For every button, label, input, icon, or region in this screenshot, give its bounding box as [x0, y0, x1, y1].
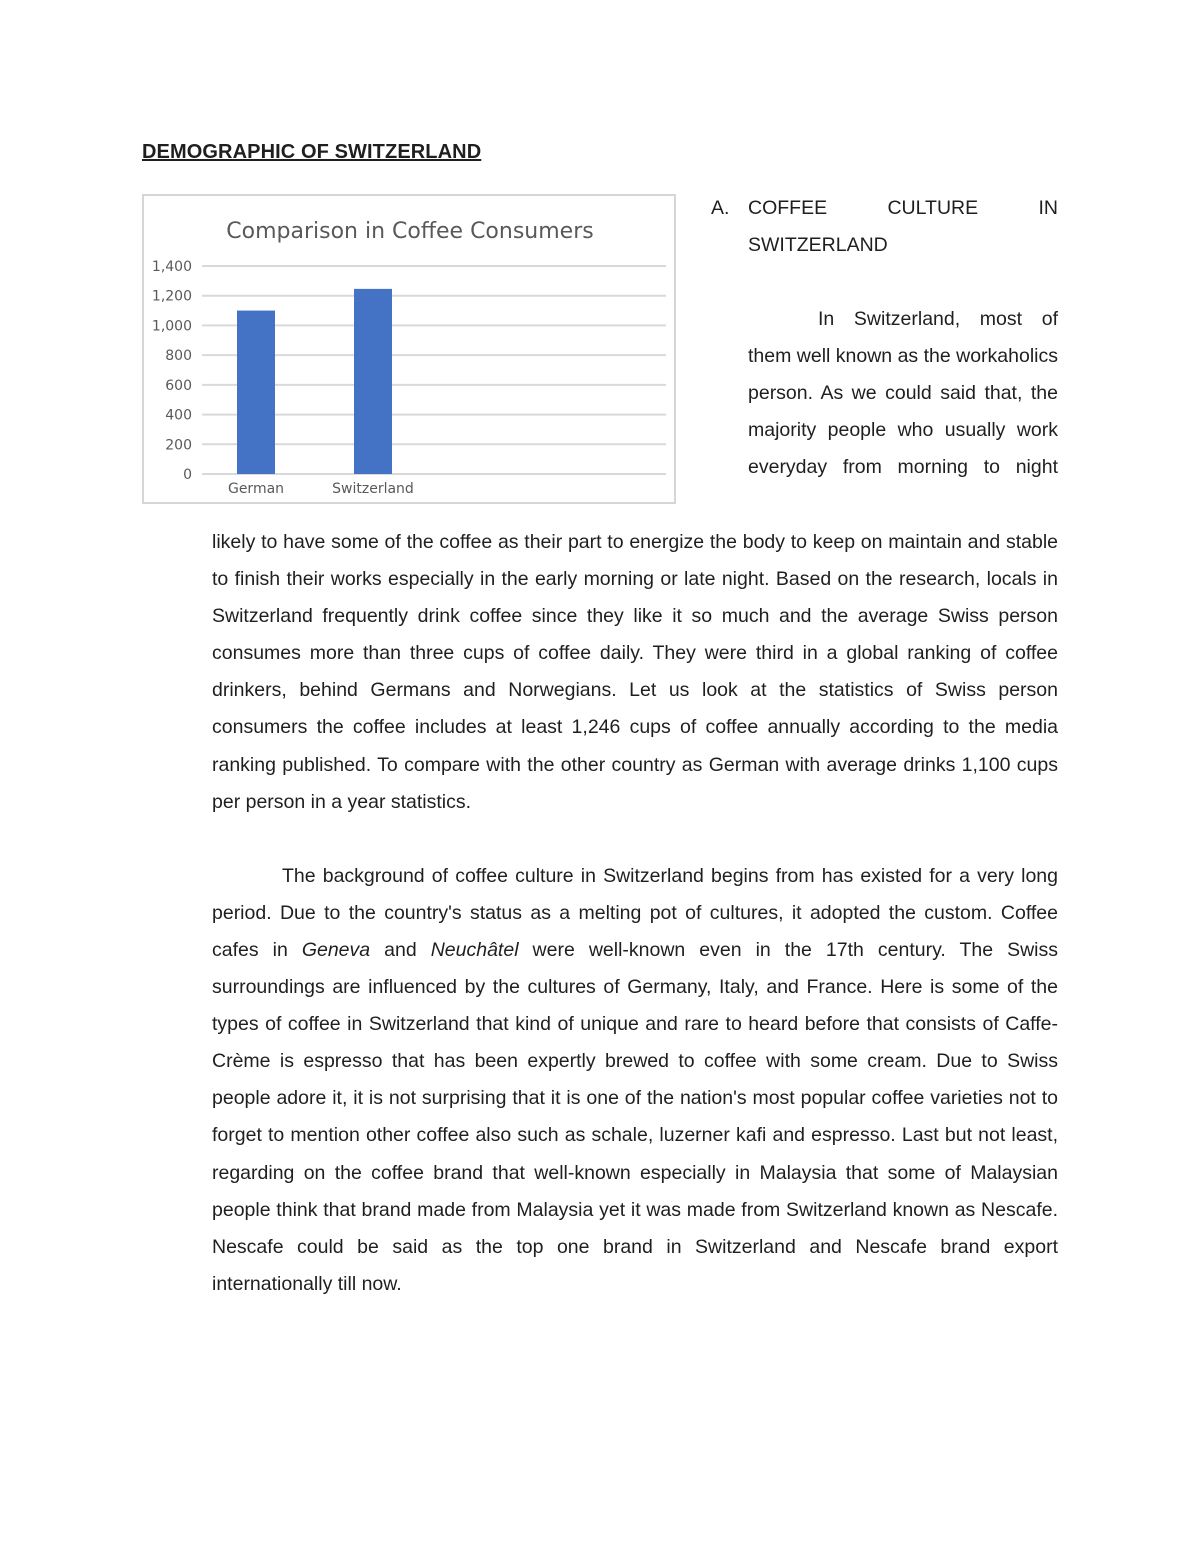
- x-tick-label: Switzerland: [332, 481, 414, 497]
- paragraph2: [212, 858, 1058, 1303]
- coffee-consumers-chart: [142, 194, 676, 504]
- x-tick-label: German: [227, 481, 285, 497]
- paragraph2-part2: and: [370, 938, 431, 961]
- bar-german: [237, 311, 275, 474]
- chart-title: Comparison in Coffee Consumers: [226, 219, 594, 244]
- y-tick-label: 400: [165, 407, 192, 424]
- place-geneva: Geneva: [301, 938, 371, 961]
- y-tick-label: 1,200: [151, 288, 192, 305]
- section-title-line1: COFFEE CULTURE IN: [748, 197, 1058, 219]
- chart-bars: [237, 289, 392, 474]
- paragraph2-part1: The background of coffee culture in Switzerland begins from has existed for a very long period. Due to the country's status as a melting pot of cultures, it adopted the custom. Coffee cafes in: [212, 864, 1058, 961]
- chart-x-axis: [228, 481, 414, 497]
- section-title-line2: SWITZERLAND: [748, 234, 888, 256]
- y-tick-label: 0: [183, 467, 192, 483]
- paragraph2-part3: were well-known even in the 17th century. The Swiss surroundings are influenced by the cultures of Germany, Italy, and France. Here is some of the types of coffee in Switzerland that kind of unique and rare to heard before that consists of Caffe-Crème is espresso that has been expertly brewed to coffee with some cream. Due to Swiss people adore it, it is not surprising that it is one of the nation's most popular coffee varieties not to forget to mention other coffee also such as schale, luzerner kafi and espresso. Last but not least, regarding on the coffee brand that well-known especially in Malaysia that some of Malaysian people think that brand made from Malaysia yet it was made from Switzerland known as Nescafe. Nescafe could be said as the top one brand in Switzerland and Nescafe brand export internationally till now.: [212, 938, 1059, 1295]
- paragraph1-continued: likely to have some of the coffee as their part to energize the body to keep on maintain and stable to finish their works especially in the early morning or late night. Based on the research, locals in Switzerland frequently drink coffee since they like it so much and the average Swiss person consumes more than three cups of coffee daily. They were third in a global ranking of coffee drinkers, behind Germans and Norwegians. Let us look at the statistics of Swiss person consumers the coffee includes at least 1,246 cups of coffee annually according to the media ranking published. To compare with the other country as German with average drinks 1,100 cups per person in a year statistics.: [212, 531, 1058, 813]
- chart-y-axis: [152, 259, 192, 483]
- y-tick-label: 200: [165, 437, 192, 454]
- section-intro: [711, 190, 1058, 486]
- y-tick-label: 1,400: [151, 259, 192, 275]
- main-body: [212, 524, 1058, 1303]
- y-tick-label: 600: [165, 377, 192, 394]
- place-neuchatel: Neuchâtel: [430, 938, 519, 961]
- paragraph1-side-text: In Switzerland, most of them well known as the workaholics person. As we could said that, the majority people who usually work everyday from morning to night: [748, 308, 1058, 478]
- y-tick-label: 1,000: [151, 318, 192, 335]
- chart-canvas: [144, 196, 674, 502]
- page-heading: DEMOGRAPHIC OF SWITZERLAND: [142, 141, 482, 163]
- bar-switzerland: [354, 289, 392, 474]
- section-letter: A.: [711, 197, 730, 219]
- y-tick-label: 800: [165, 348, 192, 365]
